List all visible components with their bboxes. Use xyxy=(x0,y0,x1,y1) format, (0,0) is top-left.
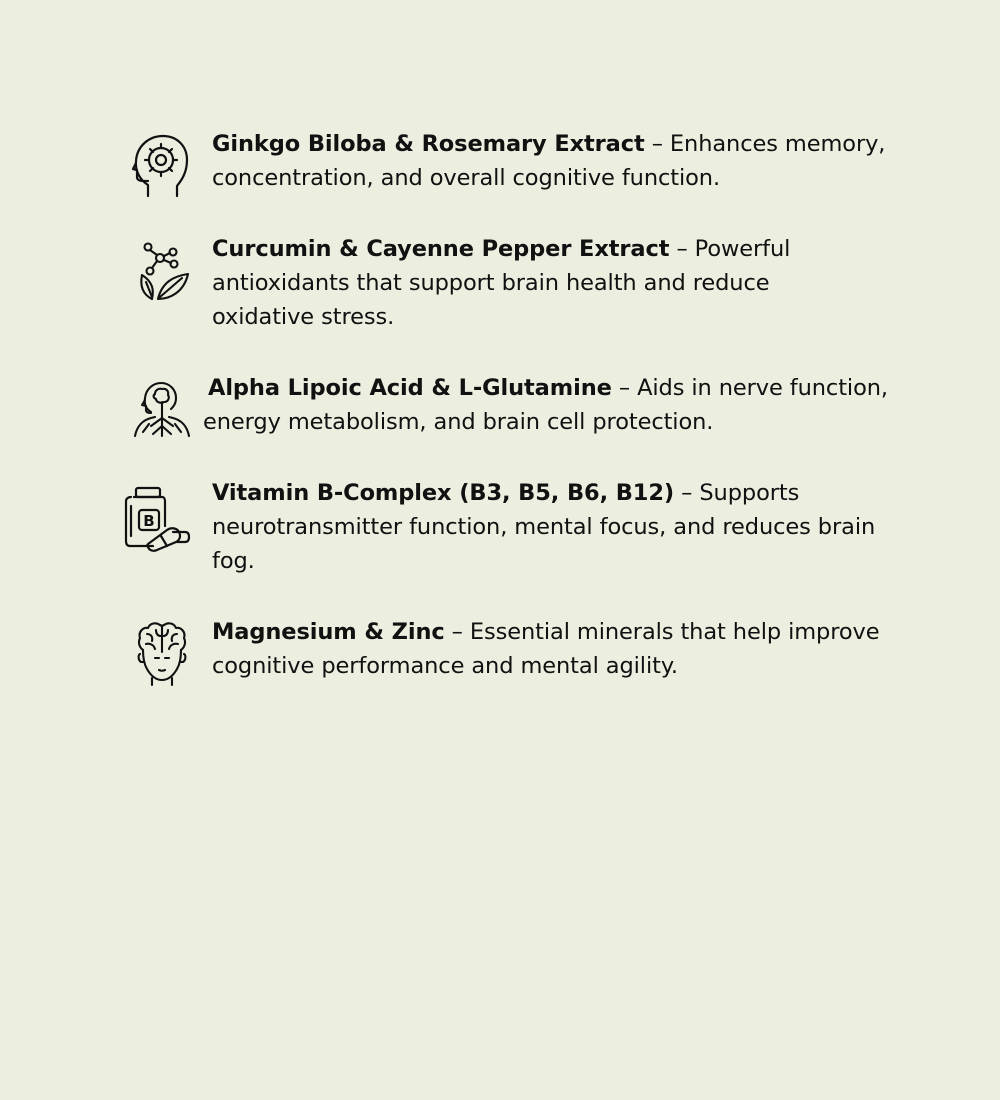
svg-text:B: B xyxy=(143,512,155,530)
ingredient-name: Alpha Lipoic Acid & L-Glutamine xyxy=(208,375,612,401)
ingredient-description: Enhances memory, concentration, and overall cognitive function. xyxy=(212,131,886,191)
ingredient-text-curcumin xyxy=(212,232,832,334)
ingredient-description: Supports neurotransmitter function, mental focus, and reduces brain fog. xyxy=(212,480,876,574)
ingredient-text-magnesium xyxy=(212,615,892,683)
ingredient-name: Ginkgo Biloba & Rosemary Extract xyxy=(212,131,645,157)
ingredient-separator: – xyxy=(618,375,630,401)
ingredient-description: Essential minerals that help improve cognitive performance and mental agility. xyxy=(212,619,880,679)
nervous-system-icon xyxy=(133,380,191,438)
ingredient-separator: – xyxy=(681,480,693,506)
ingredient-separator: – xyxy=(451,619,463,645)
ingredient-separator: – xyxy=(651,131,663,157)
molecule-leaf-icon xyxy=(138,242,192,302)
ingredient-text-alpha-lipoic xyxy=(203,371,903,439)
ingredient-text-vitamin-b xyxy=(212,476,892,578)
ingredient-name: Magnesium & Zinc xyxy=(212,619,445,645)
ingredient-separator: – xyxy=(676,236,688,262)
ingredient-name: Vitamin B-Complex (B3, B5, B6, B12) xyxy=(212,480,675,506)
head-gears-icon xyxy=(132,133,190,199)
ingredient-name: Curcumin & Cayenne Pepper Extract xyxy=(212,236,670,262)
ingredient-text-ginkgo xyxy=(212,127,892,195)
brain-head-icon xyxy=(135,620,189,686)
ingredient-description: Aids in nerve function, energy metabolism, and brain cell protection. xyxy=(203,375,888,435)
ingredient-description: Powerful antioxidants that support brain health and reduce oxidative stress. xyxy=(212,236,791,330)
vitamin-b-bottle-icon xyxy=(123,486,191,552)
